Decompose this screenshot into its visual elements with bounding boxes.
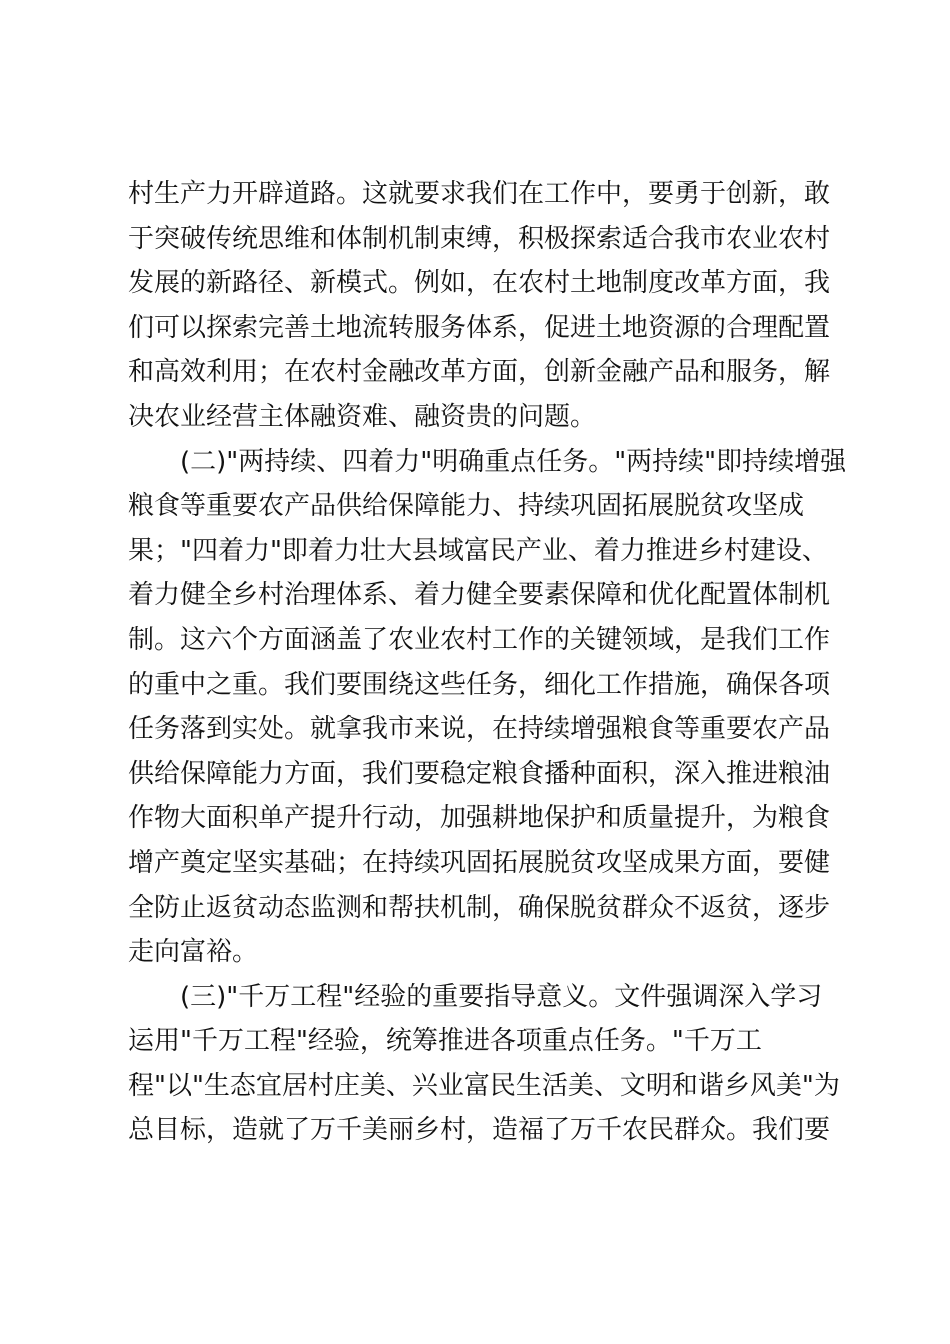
text-line-11: 制。这六个方面涵盖了农业农村工作的关键领域，是我们工作 (128, 624, 831, 655)
text-line-4: 们可以探索完善土地流转服务体系，促进土地资源的合理配置 (128, 312, 831, 343)
text-line-22: 总目标，造就了万千美丽乡村，造福了万千农民群众。我们要 (128, 1115, 831, 1146)
text-line-2: 于突破传统思维和体制机制束缚，积极探索适合我市农业农村 (128, 223, 831, 254)
text-line-1: 村生产力开辟道路。这就要求我们在工作中，要勇于创新，敢 (128, 179, 831, 209)
text-line-21: 程"以"生态宜居村庄美、兴业富民生活美、文明和谐乡风美"为 (128, 1070, 840, 1101)
text-line-3: 发展的新路径、新模式。例如，在农村土地制度改革方面，我 (128, 268, 831, 299)
text-line-20: 运用"千万工程"经验，统筹推进各项重点任务。"千万工 (128, 1026, 762, 1057)
text-line-8: 粮食等重要农产品供给保障能力、持续巩固拓展脱贫攻坚成 (128, 491, 805, 522)
text-line-16: 增产奠定坚实基础；在持续巩固拓展脱贫攻坚成果方面，要健 (128, 847, 831, 878)
text-line-12: 的重中之重。我们要围绕这些任务，细化工作措施，确保各项 (128, 669, 831, 700)
text-line-9: 果；"四着力"即着力壮大县域富民产业、着力推进乡村建设、 (128, 535, 828, 566)
section-heading-2: (二)"两持续、四着力"明确重点任务。"两持续"即持续增强 (180, 446, 847, 477)
section-heading-3: (三)"千万工程"经验的重要指导意义。文件强调深入学习 (180, 981, 823, 1012)
text-line-17: 全防止返贫动态监测和帮扶机制，确保脱贫群众不返贫，逐步 (128, 892, 831, 923)
text-line-18: 走向富裕。 (128, 937, 259, 968)
text-line-15: 作物大面积单产提升行动，加强耕地保护和质量提升，为粮食 (128, 803, 831, 834)
text-line-13: 任务落到实处。就拿我市来说，在持续增强粮食等重要农产品 (128, 714, 831, 745)
text-line-14: 供给保障能力方面，我们要稳定粮食播种面积，深入推进粮油 (128, 758, 831, 789)
document-body (128, 172, 847, 1153)
text-line-10: 着力健全乡村治理体系、着力健全要素保障和优化配置体制机 (128, 580, 831, 611)
text-line-5: 和高效利用；在农村金融改革方面，创新金融产品和服务，解 (128, 357, 831, 388)
text-line-6: 决农业经营主体融资难、融资贵的问题。 (128, 401, 597, 432)
